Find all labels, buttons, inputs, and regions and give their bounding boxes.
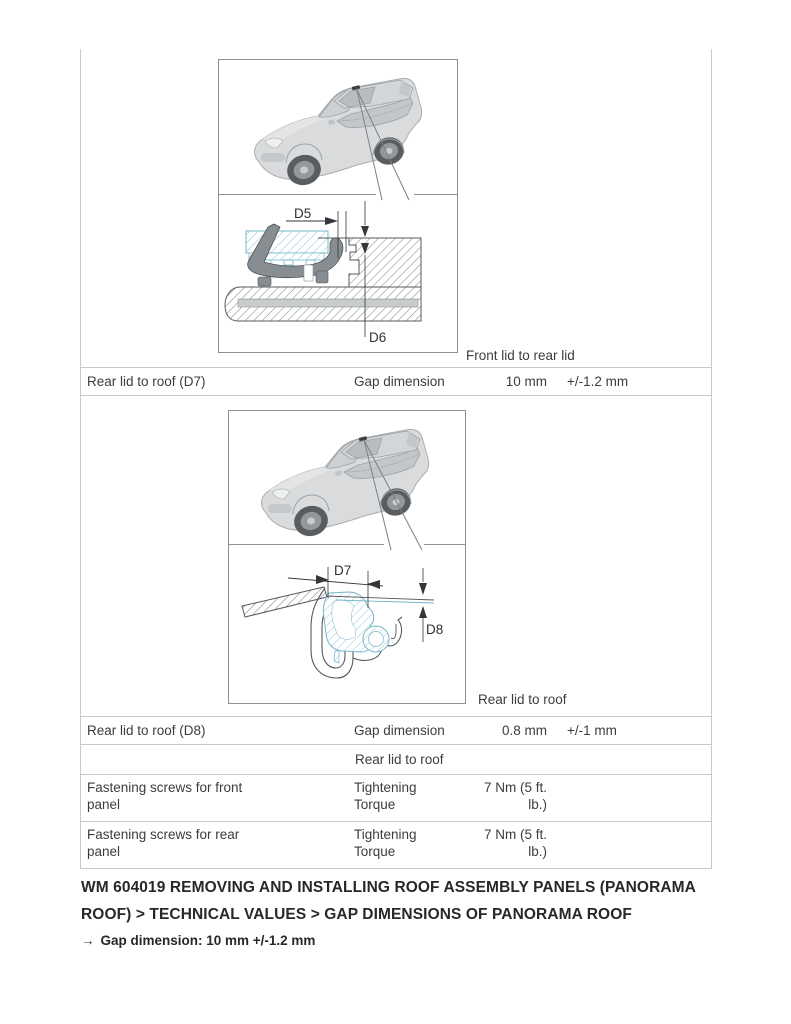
section-label: Rear lid to roof <box>355 752 444 767</box>
table-cell-figure-rear-lid <box>81 396 711 717</box>
row-label: Rear lid to roof (D8) <box>87 723 206 738</box>
row-label: Fastening screws for rear panel <box>87 827 240 859</box>
dim-label-d5: D5 <box>294 206 312 221</box>
table-row-section <box>81 745 711 775</box>
figure-caption: Front lid to rear lid <box>466 348 575 363</box>
dim-label-d7: D7 <box>334 563 352 578</box>
figure-front-lid-to-rear-lid <box>218 59 458 353</box>
table-row-d7 <box>81 368 711 396</box>
row-property: Tightening Torque <box>354 827 417 859</box>
row-tolerance: +/-1.2 mm <box>567 374 629 389</box>
row-value: 10 mm <box>505 374 547 389</box>
row-value: 7 Nm (5 ft. lb.) <box>483 780 547 812</box>
page-title: WM 604019 REMOVING AND INSTALLING ROOF ASSEMBLY PANELS (PANORAMA ROOF) > TECHNICAL VALUES > GAP DIMENSIONS OF PANORAMA ROOF <box>81 879 696 923</box>
dim-label-d8: D8 <box>426 622 444 637</box>
table-row-d8 <box>81 717 711 745</box>
gap-dimension-note <box>81 933 315 948</box>
row-property: Gap dimension <box>354 723 445 738</box>
row-label: Rear lid to roof (D7) <box>87 374 206 389</box>
table-row-front-panel-screws <box>81 775 711 822</box>
figure-caption: Rear lid to roof <box>478 692 567 707</box>
row-tolerance: +/-1 mm <box>567 723 617 738</box>
row-label: Fastening screws for front panel <box>87 780 243 812</box>
row-property: Tightening Torque <box>354 780 417 812</box>
table-cell-figure-front-lid <box>81 49 711 368</box>
row-value: 7 Nm (5 ft. lb.) <box>483 827 547 859</box>
note-text: Gap dimension: 10 mm +/-1.2 mm <box>100 933 316 948</box>
arrow-icon: → <box>81 933 95 948</box>
gap-dimensions-table <box>80 49 712 869</box>
dim-label-d6: D6 <box>369 330 387 345</box>
figure-rear-lid-to-roof <box>228 410 466 704</box>
row-value: 0.8 mm <box>501 723 547 738</box>
row-property: Gap dimension <box>354 374 445 389</box>
table-row-rear-panel-screws <box>81 822 711 869</box>
